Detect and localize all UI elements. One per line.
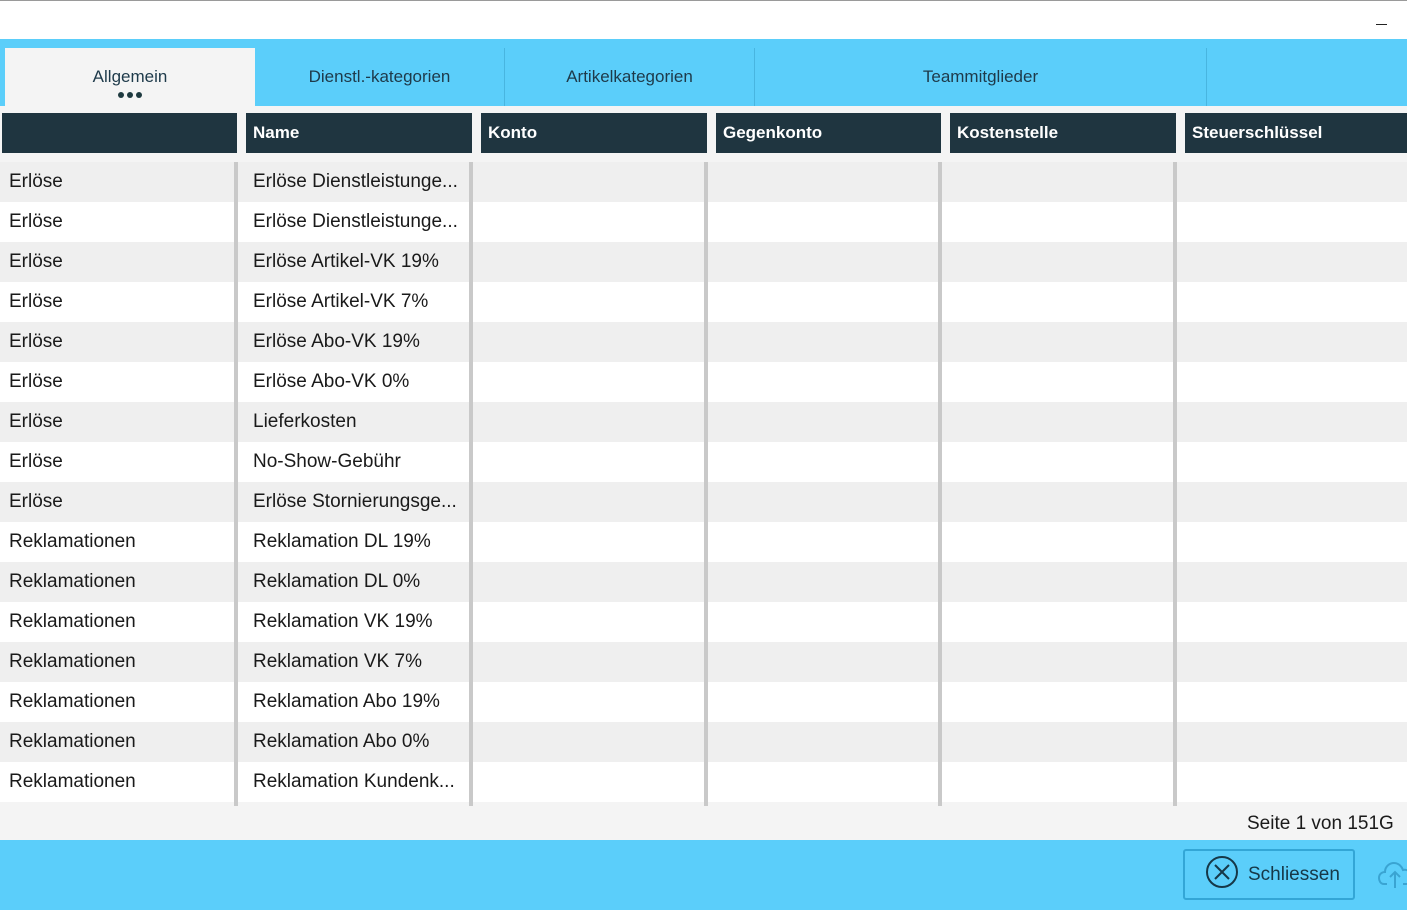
- cell-konto[interactable]: [488, 202, 698, 242]
- column-divider[interactable]: [469, 162, 473, 806]
- cell-konto[interactable]: [488, 762, 698, 802]
- cell-steuerschluessel[interactable]: [1192, 722, 1402, 762]
- data-grid: [0, 106, 1407, 840]
- cell-gegenkonto[interactable]: [723, 362, 933, 402]
- cloud-upload-icon[interactable]: [1378, 858, 1407, 890]
- cell-konto[interactable]: [488, 282, 698, 322]
- cell-kostenstelle[interactable]: [957, 202, 1167, 242]
- close-circle-icon: [1205, 855, 1239, 894]
- cell-gegenkonto[interactable]: [723, 162, 933, 202]
- cell-steuerschluessel[interactable]: [1192, 762, 1402, 802]
- cell-name: Reklamation DL 19%: [253, 531, 431, 552]
- cell-category: Reklamationen: [9, 531, 136, 552]
- footer-bar: [0, 840, 1407, 910]
- column-divider[interactable]: [704, 162, 708, 806]
- cell-kostenstelle[interactable]: [957, 402, 1167, 442]
- cell-kostenstelle[interactable]: [957, 322, 1167, 362]
- tab-label: Allgemein: [92, 67, 168, 86]
- minimize-icon[interactable]: [1371, 7, 1391, 27]
- cell-steuerschluessel[interactable]: [1192, 482, 1402, 522]
- cell-gegenkonto[interactable]: [723, 482, 933, 522]
- cell-kostenstelle[interactable]: [957, 282, 1167, 322]
- cell-category: Reklamationen: [9, 771, 136, 792]
- cell-name: Erlöse Abo-VK 0%: [253, 371, 410, 392]
- cell-steuerschluessel[interactable]: [1192, 362, 1402, 402]
- cell-konto[interactable]: [488, 162, 698, 202]
- cell-konto[interactable]: [488, 522, 698, 562]
- cell-steuerschluessel[interactable]: [1192, 322, 1402, 362]
- cell-category: Reklamationen: [9, 651, 136, 672]
- cell-kostenstelle[interactable]: [957, 442, 1167, 482]
- cell-name: Erlöse Dienstleistunge...: [253, 211, 458, 232]
- cell-konto[interactable]: [488, 722, 698, 762]
- cell-konto[interactable]: [488, 482, 698, 522]
- cell-kostenstelle[interactable]: [957, 522, 1167, 562]
- cell-gegenkonto[interactable]: [723, 722, 933, 762]
- cell-name: Reklamation DL 0%: [253, 571, 421, 592]
- cell-konto[interactable]: [488, 642, 698, 682]
- cell-konto[interactable]: [488, 562, 698, 602]
- cell-category: Erlöse: [9, 331, 63, 352]
- cell-kostenstelle[interactable]: [957, 162, 1167, 202]
- tab-allgemein[interactable]: [5, 48, 255, 106]
- tab-artikelkategorien[interactable]: [505, 48, 755, 106]
- tab-label: Teammitglieder: [922, 67, 1039, 86]
- column-header-gegenkonto[interactable]: Gegenkonto: [716, 113, 941, 153]
- cell-gegenkonto[interactable]: [723, 282, 933, 322]
- cell-steuerschluessel[interactable]: [1192, 562, 1402, 602]
- cell-gegenkonto[interactable]: [723, 762, 933, 802]
- pagination-info: Seite 1 von 151G: [1247, 813, 1394, 834]
- cell-konto[interactable]: [488, 602, 698, 642]
- cell-konto[interactable]: [488, 682, 698, 722]
- column-divider[interactable]: [938, 162, 942, 806]
- cell-kostenstelle[interactable]: [957, 762, 1167, 802]
- cell-steuerschluessel[interactable]: [1192, 202, 1402, 242]
- cell-category: Erlöse: [9, 451, 63, 472]
- cell-category: Erlöse: [9, 251, 63, 272]
- cell-name: Reklamation Abo 0%: [253, 731, 430, 752]
- cell-steuerschluessel[interactable]: [1192, 522, 1402, 562]
- cell-name: Erlöse Artikel-VK 19%: [253, 251, 439, 272]
- tab-teammitglieder[interactable]: [755, 48, 1207, 106]
- cell-gegenkonto[interactable]: [723, 642, 933, 682]
- cell-steuerschluessel[interactable]: [1192, 402, 1402, 442]
- cell-konto[interactable]: [488, 242, 698, 282]
- cell-category: Erlöse: [9, 291, 63, 312]
- column-header-kostenstelle[interactable]: Kostenstelle: [950, 113, 1176, 153]
- more-dots-icon[interactable]: [118, 92, 142, 98]
- cell-gegenkonto[interactable]: [723, 402, 933, 442]
- cell-gegenkonto[interactable]: [723, 322, 933, 362]
- cell-category: Reklamationen: [9, 611, 136, 632]
- tab-label: Artikelkategorien: [566, 67, 693, 86]
- cell-name: Reklamation VK 19%: [253, 611, 433, 632]
- cell-name: Erlöse Artikel-VK 7%: [253, 291, 429, 312]
- column-divider[interactable]: [234, 162, 238, 806]
- cell-name: Reklamation Abo 19%: [253, 691, 440, 712]
- cell-kostenstelle[interactable]: [957, 482, 1167, 522]
- column-header-konto[interactable]: Konto: [481, 113, 707, 153]
- cell-name: Erlöse Dienstleistunge...: [253, 171, 458, 192]
- cell-konto[interactable]: [488, 362, 698, 402]
- cell-name: Erlöse Stornierungsge...: [253, 491, 457, 512]
- cell-steuerschluessel[interactable]: [1192, 162, 1402, 202]
- cell-kostenstelle[interactable]: [957, 642, 1167, 682]
- cell-category: Reklamationen: [9, 571, 136, 592]
- cell-steuerschluessel[interactable]: [1192, 282, 1402, 322]
- cell-kostenstelle[interactable]: [957, 682, 1167, 722]
- close-button-label: Schliessen: [1248, 863, 1340, 885]
- cell-konto[interactable]: [488, 442, 698, 482]
- cell-category: Reklamationen: [9, 731, 136, 752]
- column-header-category[interactable]: [2, 113, 237, 153]
- cell-gegenkonto[interactable]: [723, 562, 933, 602]
- cell-name: Lieferkosten: [253, 411, 357, 432]
- cell-category: Erlöse: [9, 411, 63, 432]
- window-titlebar: [0, 0, 1407, 39]
- cell-steuerschluessel[interactable]: [1192, 642, 1402, 682]
- column-header-name[interactable]: Name: [246, 113, 472, 153]
- cell-steuerschluessel[interactable]: [1192, 602, 1402, 642]
- cell-name: Erlöse Abo-VK 19%: [253, 331, 420, 352]
- cell-category: Erlöse: [9, 211, 63, 232]
- tab-label: Dienstl.-kategorien: [308, 67, 451, 86]
- cell-gegenkonto[interactable]: [723, 202, 933, 242]
- cell-kostenstelle[interactable]: [957, 562, 1167, 602]
- cell-category: Erlöse: [9, 491, 63, 512]
- cell-category: Erlöse: [9, 371, 63, 392]
- cell-steuerschluessel[interactable]: [1192, 442, 1402, 482]
- cell-category: Erlöse: [9, 171, 63, 192]
- cell-steuerschluessel[interactable]: [1192, 242, 1402, 282]
- column-divider[interactable]: [1173, 162, 1177, 806]
- cell-konto[interactable]: [488, 402, 698, 442]
- cell-kostenstelle[interactable]: [957, 722, 1167, 762]
- cell-category: Reklamationen: [9, 691, 136, 712]
- tab-dienstl-kategorien[interactable]: [255, 48, 505, 106]
- cell-steuerschluessel[interactable]: [1192, 682, 1402, 722]
- cell-name: Reklamation Kundenk...: [253, 771, 455, 792]
- tab-bar: [0, 39, 1407, 106]
- cell-gegenkonto[interactable]: [723, 682, 933, 722]
- close-button[interactable]: [1183, 849, 1355, 900]
- cell-kostenstelle[interactable]: [957, 602, 1167, 642]
- column-header-steuerschluessel[interactable]: Steuerschlüssel: [1185, 113, 1407, 153]
- cell-gegenkonto[interactable]: [723, 242, 933, 282]
- cell-name: Reklamation VK 7%: [253, 651, 422, 672]
- cell-gegenkonto[interactable]: [723, 602, 933, 642]
- cell-name: No-Show-Gebühr: [253, 451, 401, 472]
- cell-gegenkonto[interactable]: [723, 442, 933, 482]
- cell-kostenstelle[interactable]: [957, 242, 1167, 282]
- cell-gegenkonto[interactable]: [723, 522, 933, 562]
- cell-konto[interactable]: [488, 322, 698, 362]
- cell-kostenstelle[interactable]: [957, 362, 1167, 402]
